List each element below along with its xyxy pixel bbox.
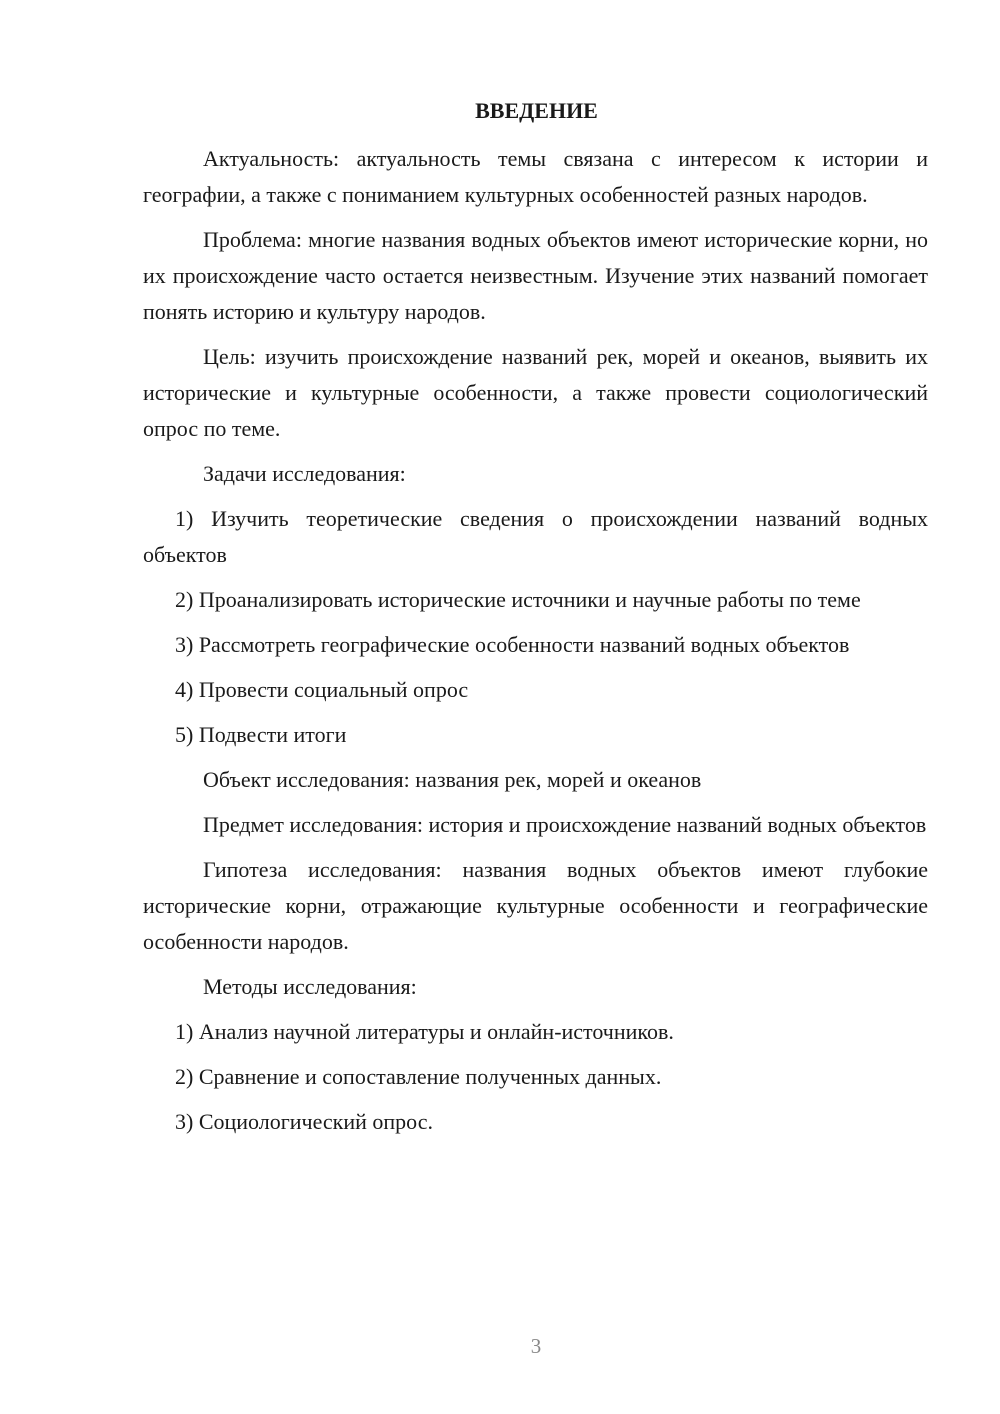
task-item: 2) Проанализировать исторические источники и научные работы по теме: [175, 587, 861, 612]
tasks-heading: Задачи исследования:: [203, 461, 406, 486]
task-item: 1) Изучить теоретические сведения о происхождении названий водных объектов: [143, 506, 928, 567]
object-paragraph: Объект исследования: названия рек, морей и океанов: [203, 767, 702, 792]
task-item: 4) Провести социальный опрос: [175, 677, 469, 702]
subject-paragraph: Предмет исследования: история и происхождение названий водных объектов: [203, 812, 927, 837]
methods-heading: Методы исследования:: [203, 974, 417, 999]
goal-paragraph: Цель: изучить происхождение названий рек, морей и океанов, выявить их исторические и культурные особенности, а также провести социологический опрос по теме.: [143, 344, 928, 441]
section-title: ВВЕДЕНИЕ: [475, 98, 598, 123]
relevance-paragraph: Актуальность: актуальность темы связана с интересом к истории и географии, а также с пониманием культурных особенностей разных народов.: [143, 146, 928, 207]
problem-paragraph: Проблема: многие названия водных объектов имеют исторические корни, но их происхождение часто остается неизвестным. Изучение этих названий помогает понять историю и культуру народов.: [143, 227, 928, 324]
method-item: 2) Сравнение и сопоставление полученных данных.: [175, 1064, 662, 1089]
method-item: 1) Анализ научной литературы и онлайн-источников.: [175, 1019, 674, 1044]
page-number: 3: [530, 1334, 542, 1358]
hypothesis-paragraph: Гипотеза исследования: названия водных объектов имеют глубокие исторические корни, отражающие культурные особенности и географические особенности народов.: [143, 857, 928, 954]
task-item: 5) Подвести итоги: [175, 722, 347, 747]
method-item: 3) Социологический опрос.: [175, 1109, 433, 1134]
task-item: 3) Рассмотреть географические особенности названий водных объектов: [175, 632, 850, 657]
document-body: [143, 97, 928, 1149]
